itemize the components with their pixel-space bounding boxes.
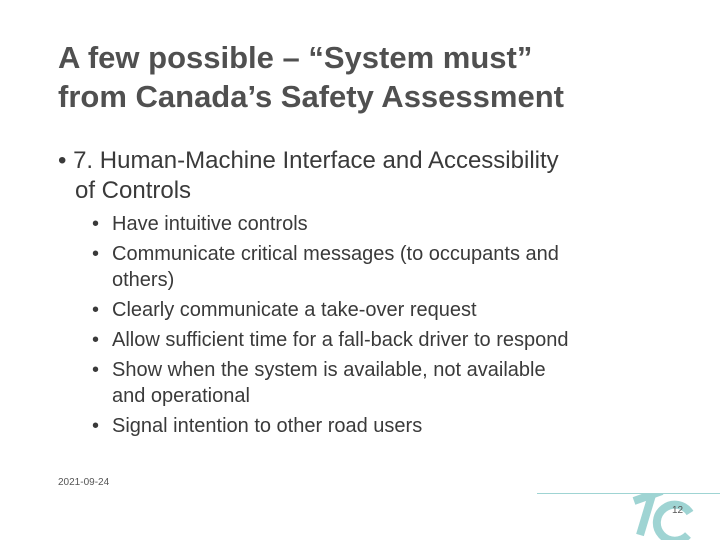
sub-bullet-item [92, 357, 692, 409]
bullet-marker: • [92, 329, 100, 351]
title-line-1: A few possible – “System must” [58, 40, 533, 75]
main-bullet-marker: • [58, 147, 67, 174]
main-bullet-text-line-2: of Controls [75, 177, 192, 204]
sub-bullet-item [92, 241, 692, 293]
sub-bullet-text-cont: and operational [112, 385, 250, 407]
sub-bullet-text: Allow sufficient time for a fall-back driver to respond [112, 329, 569, 351]
sub-bullet-text: Clearly communicate a take-over request [112, 299, 477, 321]
main-bullet-text-line-1: 7. Human-Machine Interface and Accessibility [73, 147, 559, 174]
bullet-marker: • [92, 243, 100, 265]
main-bullet [58, 146, 559, 206]
sub-bullet-item [92, 211, 692, 237]
sub-bullet-list [92, 211, 692, 443]
sub-bullet-item [92, 297, 692, 323]
sub-bullet-text: Have intuitive controls [112, 213, 308, 235]
slide-title [58, 38, 698, 116]
bullet-marker: • [92, 213, 100, 235]
tc-logo-icon [626, 493, 698, 540]
sub-bullet-item [92, 327, 692, 353]
bullet-marker: • [92, 415, 100, 437]
sub-bullet-text-cont: others) [112, 269, 175, 291]
bullet-marker: • [92, 299, 100, 321]
sub-bullet-text: Show when the system is available, not available [112, 359, 546, 381]
page-number: 12 [672, 505, 684, 516]
bullet-marker: • [92, 359, 100, 381]
sub-bullet-text: Communicate critical messages (to occupants and [112, 243, 559, 265]
footer-date: 2021-09-24 [58, 477, 110, 488]
sub-bullet-item [92, 413, 692, 439]
sub-bullet-text: Signal intention to other road users [112, 415, 423, 437]
title-line-2: from Canada’s Safety Assessment [58, 79, 564, 114]
